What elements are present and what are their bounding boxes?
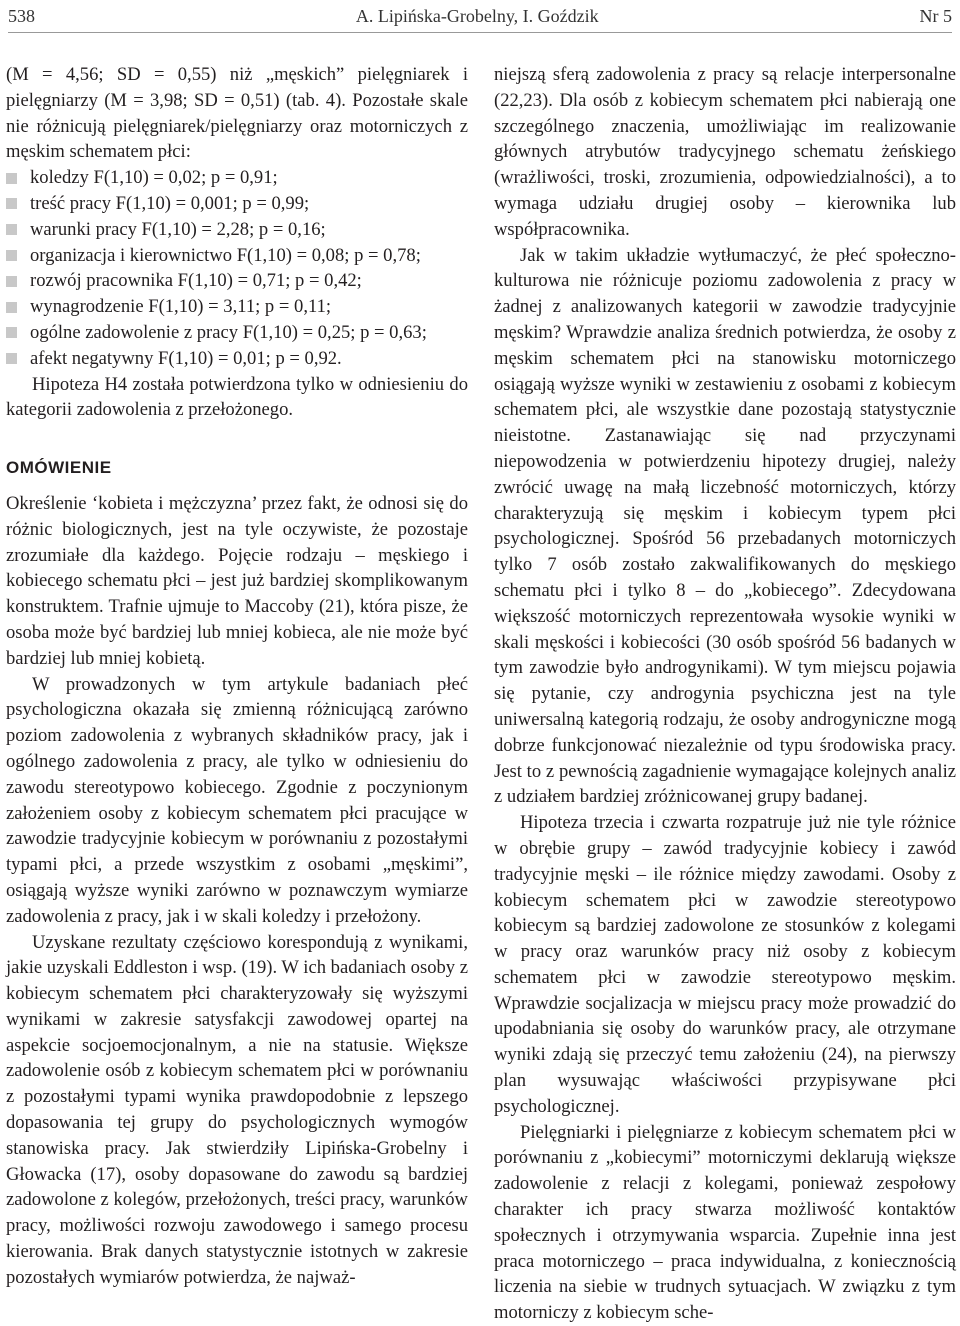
body-paragraph: Hipoteza trzecia i czwarta rozpatruje już nie tyle różnice w obrębie grupy – zawód tradycyjnie kobiecy i zawód tradycyjnie męski – ile różnice między zawodami. Osoby z kobiecym schematem płci w zawodzie stereotypowo kobiecym są bardziej zadowolone ze stosunków z kolegami w pracy oraz warunków pracy niż osoby z kobiecym schematem płci w zawodzie stereotypowo męskim. Wprawdzie socjalizacja w miejscu pracy może prowadzić do upodabniania się osoby do warunków pracy, ale otrzymane wyniki zdają się przeczyć temu założeniu (24), na pierwszy plan wysuwając właściwości przypisywane płci psychologicznej. [494, 812, 956, 1117]
square-bullet-icon [6, 250, 17, 261]
square-bullet-icon [6, 173, 17, 184]
list-item: wynagrodzenie F(1,10) = 3,11; p = 0,11; [6, 294, 468, 320]
running-authors: A. Lipińska-Grobelny, I. Goździk [355, 5, 599, 26]
square-bullet-icon [6, 327, 17, 338]
list-item: koledzy F(1,10) = 0,02; p = 0,91; [6, 165, 468, 191]
list-item: organizacja i kierownictwo F(1,10) = 0,08; p = 0,78; [6, 243, 468, 269]
list-item: ogólne zadowolenie z pracy F(1,10) = 0,25; p = 0,63; [6, 320, 468, 346]
square-bullet-icon [6, 224, 17, 235]
body-paragraph: Pielęgniarki i pielęgniarze z kobiecym schematem płci w porównaniu z „kobiecymi” motorniczymi deklarują większe zadowolenie z relacji z kolegami, ponieważ zespołowy charakter ich pracy stwarza możliwość kontaktów społecznych i otrzymywania wsparcia. Zupełnie inna jest praca motorniczego – praca indywidualna, z koniecznością liczenia na siebie w trudnych sytuacjach. W związku z tym motorniczy z kobiecym sche- [494, 1121, 956, 1324]
list-item: warunki pracy F(1,10) = 2,28; p = 0,16; [6, 217, 468, 243]
body-paragraph: Określenie ‘kobieta i mężczyzna’ przez fakt, że odnosi się do różnic biologicznych, jest na tyle oczywiste, że pozostaje zrozumiałe dla każdego. Pojęcie rodzaju – męskiego i kobiecego schematu płci – jest już bardziej skomplikowanym konstruktem. Trafnie ujmuje to Maccoby (21), która pisze, że osoba może być bardziej lub mniej kobieca, ale nie może być bardziej lub mniej kobietą. [6, 492, 468, 669]
list-item: treść pracy F(1,10) = 0,001; p = 0,99; [6, 191, 468, 217]
statistics-list [6, 165, 468, 371]
square-bullet-icon [6, 198, 17, 209]
running-header [8, 0, 952, 33]
issue-number: Nr 5 [919, 5, 952, 26]
intro-paragraph: (M = 4,56; SD = 0,55) niż „męskich” pielęgniarek i pielęgniarzy (M = 3,98; SD = 0,51) (tab. 4). Pozostałe skale nie różnicują pielęgniarek/pielęgniarzy oraz motorniczych z męskim schematem płci: [6, 64, 468, 163]
body-paragraph: niejszą sferą zadowolenia z pracy są relacje interpersonalne (22,23). Dla osób z kobiecym schematem płci nabierają one szczególnego znaczenia, umożliwiając im realizowanie głównych atrybutów tradycyjnego schematu żeńskiego (wrażliwości, troski, zrozumienia, odpowiedzialności), a to wymaga udziału drugiej osoby – kierownika lub współpracownika. [494, 64, 956, 240]
right-column [494, 62, 956, 1326]
square-bullet-icon [6, 302, 17, 313]
body-paragraph: Uzyskane rezultaty częściowo korespondują z wynikami, jakie uzyskali Eddleston i wsp. (19). W ich badaniach osoby z kobiecym schematem płci charakteryzowały się wyższymi wynikami w zakresie satysfakcji zawodowej opartej na aspekcie socjoemocjonalnym, a nie na statusie. Większe zadowolenie osób z kobiecym schematem płci w porównaniu z pozostałymi typami wynika prawdopodobnie z lepszego dopasowania tej grupy do psychologicznych wymogów stanowiska pracy. Jak stwierdziły Lipińska-Grobelny i Głowacka (17), osoby dopasowane do zawodu są bardziej zadowolone z kolegów, przełożonych, treści pracy, warunków pracy, możliwości rozwoju zawodowego i samego procesu kierowania. Brak danych statystycznie istotnych w zakresie pozostałych wymiarów potwierdza, że najważ- [6, 931, 468, 1288]
list-item: afekt negatywny F(1,10) = 0,01; p = 0,92. [6, 346, 468, 372]
body-paragraph: W prowadzonych w tym artykule badaniach płeć psychologiczna okazała się zmienną różnicującą zarówno poziom zadowolenia z wybranych składników pracy, jak i ogólnego zadowolenia z pracy, ale tylko w odniesieniu do zawodu stereotypowo kobiecego. Zgodnie z poczynionym założeniem osoby z kobiecym schematem płci pracujące w zawodzie tradycyjnie kobiecym w porównaniu z pozostałymi typami płci, a przede wszystkim z osobami „męskimi”, osiągają wyższe wyniki zarówno w poznawczym wymiarze zadowolenia z pracy, jak i w skali koledzy i przełożony. [6, 673, 468, 927]
page-number: 538 [8, 5, 35, 26]
list-item: rozwój pracownika F(1,10) = 0,71; p = 0,42; [6, 268, 468, 294]
hypothesis-paragraph: Hipoteza H4 została potwierdzona tylko w odniesieniu do kategorii zadowolenia z przełożonego. [6, 373, 468, 421]
square-bullet-icon [6, 353, 17, 364]
square-bullet-icon [6, 276, 17, 287]
left-column [6, 62, 468, 1291]
body-paragraph: Jak w takim układzie wytłumaczyć, że płeć społeczno-kulturowa nie różnicuje poziomu zadowolenia z pracy w żadnej z analizowanych kategorii w zawodzie tradycyjnie męskim? Wprawdzie analiza średnich potwierdza, że osoby z męskim schematem płci na stanowisku motorniczego osiągają wyższe wyniki w zestawieniu z osobami z kobiecym schematem płci, ale wszystkie dane pozostają statystycznie nieistotne. Zastanawiając się nad przyczynami niepowodzenia w potwierdzeniu hipotezy drugiej, należy zwrócić uwagę na małą liczebność motorniczych, którzy charakteryzują się męskim i kobiecym typem płci psychologicznej. Spośród 56 przebadanych motorniczych tylko 7 osób zostało zakwalifikowanych do męskiego schematu płci i tylko 8 – do „kobiecego”. Zdecydowana większość motorniczych reprezentowała wysokie wyniki w skali męskości i kobiecości (30 osób spośród 56 badanych w tym zawodzie było androgynikami). W tym miejscu pojawia się pytanie, czy androgynia psychiczna jest na tyle uniwersalną kategorią rodzaju, że osoby androgyniczne mogą dobrze funkcjonować niezależnie od typu środowiska pracy. Jest to z pewnością zagadnienie wymagające kolejnych analiz z udziałem bardziej zróżnicowanej grupy badanej. [494, 244, 956, 808]
section-heading: OMÓWIENIE [6, 458, 112, 478]
